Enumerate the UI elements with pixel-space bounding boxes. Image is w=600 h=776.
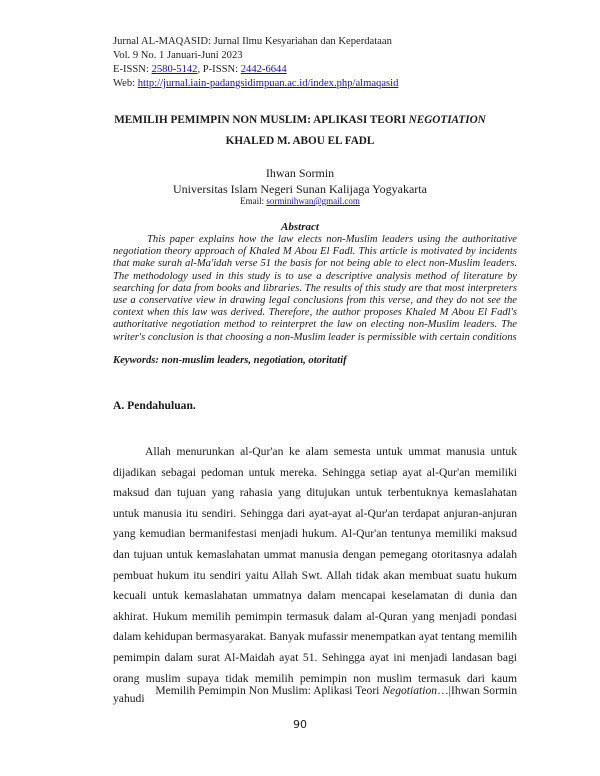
author-email-link[interactable]: sorminihwan@gmail.com [266, 196, 360, 206]
web-label: Web: [113, 78, 138, 89]
web-line [113, 77, 398, 91]
journal-volume: Vol. 9 No. 1 Januari-Juni 2023 [113, 50, 243, 61]
issn-line [113, 63, 398, 77]
paper-title-line1 [0, 114, 600, 126]
pissn-link[interactable]: 2442-6644 [240, 64, 287, 75]
author-affiliation: Universitas Islam Negeri Sunan Kalijaga Yogyakarta [173, 182, 427, 196]
author-name: Ihwan Sormin [265, 166, 335, 180]
footer-main: Memilih Pemimpin Non Muslim: Aplikasi Teori [155, 684, 383, 697]
author-email-line [0, 196, 600, 206]
page-number: 90 [293, 718, 307, 731]
journal-name: Jurnal AL-MAQASID: Jurnal Ilmu Kesyariahan dan Keperdataan [113, 36, 392, 47]
eissn-label: E-ISSN: [113, 64, 152, 75]
section-heading: A. Pendahuluan. [113, 399, 196, 412]
paper-title-line2: KHALED M. ABOU EL FADL [225, 135, 375, 147]
pissn-label: , P-ISSN: [197, 64, 241, 75]
abstract-heading: Abstract [281, 221, 319, 233]
footer-author: …|Ihwan Sormin [437, 684, 517, 697]
abstract-text: This paper explains how the law elects non-Muslim leaders using the authoritative negotiation theory approach of Khaled M Abou El Fadl. This article is motivated by incidents that make surah al-Ma'idah verse 51 the basis for not being able to elect non-Muslim leaders. The methodology used in this study is to use a descriptive analysis method of literature by searching for data from books and libraries. The results of this study are that most interpreters use a conservative view in drawing legal conclusions from this verse, and they do not see the context when this law was derived. Therefore, the author proposes Khaled M Abou El Fadl's authoritative negotiation method to reinterpret the law on electing non-Muslim leaders. The writer's conclusion is that choosing a non-Muslim leader is permissible with certain conditions [113, 234, 517, 343]
keywords: Keywords: non-muslim leaders, negotiation, otoritatif [113, 355, 347, 366]
eissn-link[interactable]: 2580-5142 [151, 64, 198, 75]
email-label: Email: [240, 196, 267, 206]
journal-web-link[interactable]: http://jurnal.iain-padangsidimpuan.ac.id/index.php/almaqasid [137, 78, 399, 89]
journal-header [113, 35, 398, 91]
title-italic: NEGOTIATION [408, 114, 486, 126]
footer-italic: Negotiation [382, 684, 438, 697]
title-main: MEMILIH PEMIMPIN NON MUSLIM: APLIKASI TEORI [114, 114, 409, 126]
body-paragraph: Allah menurunkan al-Qur'an ke alam semesta untuk ummat manusia untuk dijadikan sebagai pedoman untuk mereka. Sehingga setiap ayat al-Qur'an memiliki maksud dan tujuan yang rahasia yang ditujukan untuk terbentuknya kemaslahatan untuk manusia itu sendiri. Sehingga dari ayat-ayat al-Qur'an terdapat anjuran-anjuran yang kemudian bermanifestasi menjadi hukum. Al-Qur'an tentunya memiliki maksud dan tujuan untuk kemaslahatan ummat manusia dengan pemegang otoritasnya adalah pembuat hukum itu sendiri yaitu Allah Swt. Allah tidak akan membuat suatu hukum kecuali untuk kemaslahatan ummatnya dalam mencapai keselamatan di dunia dan akhirat. Hukum memilih pemimpin termasuk dalam al-Quran yang menjadi pondasi dalam kehidupan bermasyarakat. Banyak mufassir menempatkan ayat tentang memilih pemimpin dalam surat Al-Maidah ayat 51. Sehingga ayat ini menjadi landasan bagi orang muslim supaya tidak memilih pemimpin non muslim termasuk dari kaum yahudi [113, 445, 517, 706]
running-footer [0, 684, 517, 697]
